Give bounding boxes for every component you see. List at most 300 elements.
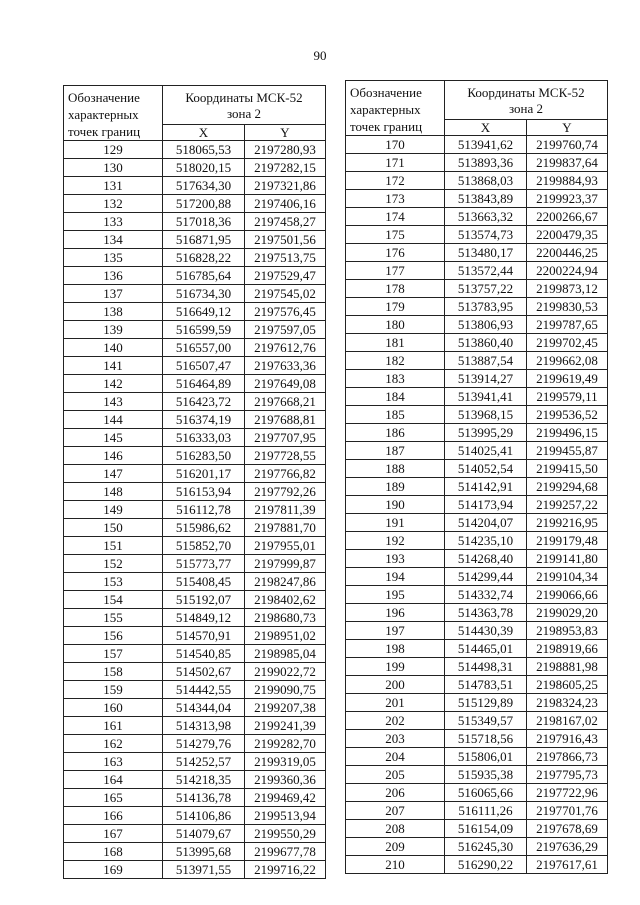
table-row — [346, 604, 608, 622]
point-number-cell: 176 — [346, 244, 445, 262]
point-number-cell: 164 — [64, 771, 163, 789]
x-coordinate-cell: 516464,89 — [163, 375, 245, 393]
x-coordinate-cell: 516557,00 — [163, 339, 245, 357]
x-coordinate-cell: 514218,35 — [163, 771, 245, 789]
table-row — [346, 532, 608, 550]
point-number-cell: 155 — [64, 609, 163, 627]
table-row — [346, 262, 608, 280]
table-row — [346, 586, 608, 604]
y-coordinate-cell: 2197678,69 — [527, 820, 608, 838]
table-row — [346, 856, 608, 874]
right-table-body — [346, 136, 608, 874]
y-coordinate-cell: 2199104,34 — [527, 568, 608, 586]
x-coordinate-cell: 513868,03 — [445, 172, 527, 190]
x-coordinate-cell: 516245,30 — [445, 838, 527, 856]
table-row — [64, 861, 326, 879]
point-number-cell: 210 — [346, 856, 445, 874]
y-coordinate-cell: 2199716,22 — [245, 861, 326, 879]
y-coordinate-cell: 2197728,55 — [245, 447, 326, 465]
point-number-cell: 165 — [64, 789, 163, 807]
table-row — [64, 339, 326, 357]
y-coordinate-cell: 2197612,76 — [245, 339, 326, 357]
table-row — [64, 699, 326, 717]
y-coordinate-cell: 2197649,08 — [245, 375, 326, 393]
y-coordinate-cell: 2197999,87 — [245, 555, 326, 573]
y-coordinate-cell: 2199241,39 — [245, 717, 326, 735]
point-label-line3: точек границ — [350, 119, 423, 134]
point-number-cell: 183 — [346, 370, 445, 388]
y-coordinate-cell: 2197576,45 — [245, 303, 326, 321]
point-number-cell: 206 — [346, 784, 445, 802]
point-number-cell: 145 — [64, 429, 163, 447]
table-row — [64, 249, 326, 267]
table-row — [346, 802, 608, 820]
table-row — [64, 537, 326, 555]
table-row — [64, 501, 326, 519]
point-number-cell: 167 — [64, 825, 163, 843]
x-coordinate-cell: 514079,67 — [163, 825, 245, 843]
x-coordinate-cell: 513572,44 — [445, 262, 527, 280]
table-row — [346, 316, 608, 334]
y-coordinate-cell: 2198680,73 — [245, 609, 326, 627]
y-coordinate-cell: 2198605,25 — [527, 676, 608, 694]
table-row — [64, 303, 326, 321]
table-row — [346, 622, 608, 640]
table-row — [346, 406, 608, 424]
point-number-cell: 188 — [346, 460, 445, 478]
x-coordinate-cell: 513971,55 — [163, 861, 245, 879]
point-label-line1: Обозначение — [68, 90, 140, 105]
point-number-cell: 190 — [346, 496, 445, 514]
table-row — [346, 820, 608, 838]
point-number-cell: 175 — [346, 226, 445, 244]
table-row — [64, 447, 326, 465]
x-coordinate-cell: 515852,70 — [163, 537, 245, 555]
point-number-cell: 207 — [346, 802, 445, 820]
point-number-cell: 138 — [64, 303, 163, 321]
table-row — [346, 298, 608, 316]
point-number-cell: 172 — [346, 172, 445, 190]
point-label-line1: Обозначение — [350, 85, 422, 100]
table-row — [64, 375, 326, 393]
point-number-cell: 142 — [64, 375, 163, 393]
point-number-cell: 152 — [64, 555, 163, 573]
y-coordinate-cell: 2199319,05 — [245, 753, 326, 771]
table-row — [346, 514, 608, 532]
x-coordinate-cell: 515806,01 — [445, 748, 527, 766]
table-row — [64, 717, 326, 735]
point-number-cell: 144 — [64, 411, 163, 429]
point-number-cell: 189 — [346, 478, 445, 496]
table-row — [346, 568, 608, 586]
y-coordinate-cell: 2197636,29 — [527, 838, 608, 856]
point-number-cell: 154 — [64, 591, 163, 609]
x-coordinate-cell: 514136,78 — [163, 789, 245, 807]
y-coordinate-cell: 2200266,67 — [527, 208, 608, 226]
point-number-cell: 170 — [346, 136, 445, 154]
x-coordinate-cell: 516734,30 — [163, 285, 245, 303]
point-number-cell: 173 — [346, 190, 445, 208]
x-coordinate-cell: 516153,94 — [163, 483, 245, 501]
x-coordinate-cell: 513941,41 — [445, 388, 527, 406]
x-coordinate-cell: 515773,77 — [163, 555, 245, 573]
y-coordinate-cell: 2199066,66 — [527, 586, 608, 604]
point-number-cell: 200 — [346, 676, 445, 694]
table-row — [64, 555, 326, 573]
x-coordinate-cell: 514142,91 — [445, 478, 527, 496]
y-coordinate-cell: 2199257,22 — [527, 496, 608, 514]
x-coordinate-cell: 513783,95 — [445, 298, 527, 316]
y-coordinate-cell: 2199179,48 — [527, 532, 608, 550]
point-number-cell: 161 — [64, 717, 163, 735]
x-coordinate-cell: 514570,91 — [163, 627, 245, 645]
x-coordinate-cell: 516112,78 — [163, 501, 245, 519]
table-row — [64, 141, 326, 159]
x-coordinate-cell: 517200,88 — [163, 195, 245, 213]
table-row — [64, 609, 326, 627]
y-coordinate-cell: 2199702,45 — [527, 334, 608, 352]
table-row — [346, 460, 608, 478]
x-coordinate-cell: 514502,67 — [163, 663, 245, 681]
table-row — [64, 771, 326, 789]
point-number-cell: 205 — [346, 766, 445, 784]
y-coordinate-cell: 2197881,70 — [245, 519, 326, 537]
table-row — [64, 825, 326, 843]
y-coordinate-cell: 2198324,23 — [527, 694, 608, 712]
point-number-cell: 148 — [64, 483, 163, 501]
y-coordinate-cell: 2197688,81 — [245, 411, 326, 429]
y-coordinate-cell: 2199455,87 — [527, 442, 608, 460]
coordinates-table-right — [345, 80, 608, 874]
y-coordinate-cell: 2198167,02 — [527, 712, 608, 730]
x-coordinate-cell: 514235,10 — [445, 532, 527, 550]
y-coordinate-cell: 2197633,36 — [245, 357, 326, 375]
point-number-cell: 156 — [64, 627, 163, 645]
table-row — [346, 388, 608, 406]
point-number-cell: 139 — [64, 321, 163, 339]
x-coordinate-cell: 514849,12 — [163, 609, 245, 627]
point-number-cell: 131 — [64, 177, 163, 195]
x-coordinate-cell: 514106,86 — [163, 807, 245, 825]
x-coordinate-cell: 516201,17 — [163, 465, 245, 483]
table-row — [346, 694, 608, 712]
point-number-cell: 151 — [64, 537, 163, 555]
y-coordinate-cell: 2198951,02 — [245, 627, 326, 645]
point-number-cell: 202 — [346, 712, 445, 730]
y-coordinate-cell: 2197811,39 — [245, 501, 326, 519]
point-number-cell: 129 — [64, 141, 163, 159]
y-coordinate-cell: 2197701,76 — [527, 802, 608, 820]
table-row — [346, 244, 608, 262]
y-coordinate-cell: 2199282,70 — [245, 735, 326, 753]
coords-zone: зона 2 — [226, 105, 262, 121]
point-number-cell: 197 — [346, 622, 445, 640]
y-coordinate-cell: 2199207,38 — [245, 699, 326, 717]
x-coordinate-cell: 516785,64 — [163, 267, 245, 285]
point-number-cell: 160 — [64, 699, 163, 717]
x-coordinate-cell: 517634,30 — [163, 177, 245, 195]
y-coordinate-cell: 2199469,42 — [245, 789, 326, 807]
y-coordinate-cell: 2199873,12 — [527, 280, 608, 298]
table-row — [64, 465, 326, 483]
x-coordinate-cell: 516649,12 — [163, 303, 245, 321]
x-coordinate-cell: 515349,57 — [445, 712, 527, 730]
point-number-cell: 162 — [64, 735, 163, 753]
table-row — [346, 658, 608, 676]
point-number-cell: 171 — [346, 154, 445, 172]
point-number-cell: 179 — [346, 298, 445, 316]
table-row — [346, 424, 608, 442]
x-coordinate-cell: 514268,40 — [445, 550, 527, 568]
x-header: X — [445, 119, 527, 136]
table-row — [346, 640, 608, 658]
x-coordinate-cell: 514313,98 — [163, 717, 245, 735]
table-row — [64, 627, 326, 645]
table-row — [64, 753, 326, 771]
y-coordinate-cell: 2197513,75 — [245, 249, 326, 267]
table-row — [346, 226, 608, 244]
x-coordinate-cell: 516065,66 — [445, 784, 527, 802]
point-number-cell: 174 — [346, 208, 445, 226]
point-label-header — [64, 86, 163, 141]
x-coordinate-cell: 516871,95 — [163, 231, 245, 249]
x-coordinate-cell: 518065,53 — [163, 141, 245, 159]
table-row — [64, 789, 326, 807]
table-row — [346, 478, 608, 496]
table-row — [346, 550, 608, 568]
point-number-cell: 150 — [64, 519, 163, 537]
x-coordinate-cell: 516283,50 — [163, 447, 245, 465]
table-row — [64, 285, 326, 303]
x-coordinate-cell: 514540,85 — [163, 645, 245, 663]
table-row — [346, 154, 608, 172]
y-coordinate-cell: 2198985,04 — [245, 645, 326, 663]
coords-title: Координаты МСК-52 — [185, 89, 303, 105]
y-coordinate-cell: 2199415,50 — [527, 460, 608, 478]
table-row — [346, 334, 608, 352]
table-row — [346, 748, 608, 766]
point-number-cell: 203 — [346, 730, 445, 748]
table-row — [346, 190, 608, 208]
point-number-cell: 163 — [64, 753, 163, 771]
x-coordinate-cell: 513941,62 — [445, 136, 527, 154]
table-row — [346, 442, 608, 460]
table-row — [64, 231, 326, 249]
y-coordinate-cell: 2197916,43 — [527, 730, 608, 748]
table-row — [64, 681, 326, 699]
y-coordinate-cell: 2197792,26 — [245, 483, 326, 501]
point-number-cell: 157 — [64, 645, 163, 663]
x-coordinate-cell: 514173,94 — [445, 496, 527, 514]
x-coordinate-cell: 516599,59 — [163, 321, 245, 339]
x-coordinate-cell: 514279,76 — [163, 735, 245, 753]
x-coordinate-cell: 514344,04 — [163, 699, 245, 717]
y-coordinate-cell: 2197766,82 — [245, 465, 326, 483]
table-row — [64, 519, 326, 537]
table-row — [64, 663, 326, 681]
x-coordinate-cell: 513893,36 — [445, 154, 527, 172]
point-number-cell: 168 — [64, 843, 163, 861]
left-table-body — [64, 141, 326, 879]
point-number-cell: 169 — [64, 861, 163, 879]
table-row — [346, 730, 608, 748]
x-coordinate-cell: 516290,22 — [445, 856, 527, 874]
point-number-cell: 201 — [346, 694, 445, 712]
point-number-cell: 198 — [346, 640, 445, 658]
point-number-cell: 181 — [346, 334, 445, 352]
y-coordinate-cell: 2198402,62 — [245, 591, 326, 609]
table-row — [346, 352, 608, 370]
point-number-cell: 182 — [346, 352, 445, 370]
point-number-cell: 184 — [346, 388, 445, 406]
y-coordinate-cell: 2198881,98 — [527, 658, 608, 676]
y-header: Y — [245, 124, 326, 141]
x-coordinate-cell: 513914,27 — [445, 370, 527, 388]
x-coordinate-cell: 514430,39 — [445, 622, 527, 640]
y-coordinate-cell: 2199830,53 — [527, 298, 608, 316]
table-row — [64, 591, 326, 609]
point-number-cell: 140 — [64, 339, 163, 357]
x-coordinate-cell: 514465,01 — [445, 640, 527, 658]
point-number-cell: 180 — [346, 316, 445, 334]
y-coordinate-cell: 2197795,73 — [527, 766, 608, 784]
x-coordinate-cell: 516507,47 — [163, 357, 245, 375]
table-row — [64, 267, 326, 285]
coordinates-table-left — [63, 85, 326, 879]
y-coordinate-cell: 2197668,21 — [245, 393, 326, 411]
x-coordinate-cell: 513757,22 — [445, 280, 527, 298]
y-coordinate-cell: 2199579,11 — [527, 388, 608, 406]
coords-header — [445, 81, 608, 120]
x-coordinate-cell: 516111,26 — [445, 802, 527, 820]
point-number-cell: 185 — [346, 406, 445, 424]
y-coordinate-cell: 2197722,96 — [527, 784, 608, 802]
x-coordinate-cell: 514783,51 — [445, 676, 527, 694]
point-number-cell: 204 — [346, 748, 445, 766]
table-row — [64, 735, 326, 753]
y-coordinate-cell: 2199837,64 — [527, 154, 608, 172]
table-row — [64, 573, 326, 591]
y-coordinate-cell: 2199619,49 — [527, 370, 608, 388]
x-coordinate-cell: 515408,45 — [163, 573, 245, 591]
y-coordinate-cell: 2200479,35 — [527, 226, 608, 244]
point-number-cell: 159 — [64, 681, 163, 699]
table-row — [346, 208, 608, 226]
x-coordinate-cell: 513663,32 — [445, 208, 527, 226]
table-row — [346, 496, 608, 514]
table-row — [64, 645, 326, 663]
x-coordinate-cell: 514204,07 — [445, 514, 527, 532]
table-row — [64, 357, 326, 375]
table-row — [346, 712, 608, 730]
y-coordinate-cell: 2197501,56 — [245, 231, 326, 249]
x-coordinate-cell: 513887,54 — [445, 352, 527, 370]
point-number-cell: 146 — [64, 447, 163, 465]
x-coordinate-cell: 514052,54 — [445, 460, 527, 478]
x-coordinate-cell: 513843,89 — [445, 190, 527, 208]
x-coordinate-cell: 515718,56 — [445, 730, 527, 748]
point-label-line2: характерных — [350, 102, 421, 117]
table-row — [64, 213, 326, 231]
point-number-cell: 166 — [64, 807, 163, 825]
point-label-header — [346, 81, 445, 136]
x-coordinate-cell: 517018,36 — [163, 213, 245, 231]
x-coordinate-cell: 513995,68 — [163, 843, 245, 861]
x-coordinate-cell: 516333,03 — [163, 429, 245, 447]
y-coordinate-cell: 2199884,93 — [527, 172, 608, 190]
y-coordinate-cell: 2197406,16 — [245, 195, 326, 213]
x-coordinate-cell: 515192,07 — [163, 591, 245, 609]
page-number: 90 — [313, 48, 327, 63]
y-coordinate-cell: 2200224,94 — [527, 262, 608, 280]
y-coordinate-cell: 2199550,29 — [245, 825, 326, 843]
y-coordinate-cell: 2199923,37 — [527, 190, 608, 208]
y-coordinate-cell: 2200446,25 — [527, 244, 608, 262]
point-number-cell: 136 — [64, 267, 163, 285]
x-coordinate-cell: 513995,29 — [445, 424, 527, 442]
x-coordinate-cell: 515986,62 — [163, 519, 245, 537]
point-number-cell: 153 — [64, 573, 163, 591]
x-coordinate-cell: 513968,15 — [445, 406, 527, 424]
point-number-cell: 208 — [346, 820, 445, 838]
x-coordinate-cell: 514332,74 — [445, 586, 527, 604]
x-coordinate-cell: 514498,31 — [445, 658, 527, 676]
point-number-cell: 193 — [346, 550, 445, 568]
y-coordinate-cell: 2199216,95 — [527, 514, 608, 532]
point-number-cell: 132 — [64, 195, 163, 213]
point-number-cell: 141 — [64, 357, 163, 375]
point-number-cell: 130 — [64, 159, 163, 177]
y-coordinate-cell: 2197866,73 — [527, 748, 608, 766]
coords-title: Координаты МСК-52 — [467, 84, 585, 100]
y-coordinate-cell: 2197617,61 — [527, 856, 608, 874]
y-coordinate-cell: 2197321,86 — [245, 177, 326, 195]
y-coordinate-cell: 2197458,27 — [245, 213, 326, 231]
x-coordinate-cell: 518020,15 — [163, 159, 245, 177]
point-number-cell: 191 — [346, 514, 445, 532]
table-row — [64, 159, 326, 177]
point-number-cell: 194 — [346, 568, 445, 586]
y-coordinate-cell: 2199787,65 — [527, 316, 608, 334]
x-coordinate-cell: 513480,17 — [445, 244, 527, 262]
y-coordinate-cell: 2199360,36 — [245, 771, 326, 789]
point-number-cell: 199 — [346, 658, 445, 676]
y-coordinate-cell: 2198247,86 — [245, 573, 326, 591]
table-row — [64, 321, 326, 339]
table-row — [64, 177, 326, 195]
table-row — [346, 838, 608, 856]
table-row — [346, 370, 608, 388]
x-coordinate-cell: 516374,19 — [163, 411, 245, 429]
table-row — [346, 766, 608, 784]
x-coordinate-cell: 514299,44 — [445, 568, 527, 586]
y-coordinate-cell: 2197955,01 — [245, 537, 326, 555]
point-number-cell: 192 — [346, 532, 445, 550]
point-number-cell: 178 — [346, 280, 445, 298]
point-number-cell: 158 — [64, 663, 163, 681]
point-number-cell: 137 — [64, 285, 163, 303]
y-coordinate-cell: 2199760,74 — [527, 136, 608, 154]
x-coordinate-cell: 513574,73 — [445, 226, 527, 244]
x-coordinate-cell: 514025,41 — [445, 442, 527, 460]
point-number-cell: 149 — [64, 501, 163, 519]
table-row — [64, 195, 326, 213]
table-row — [346, 172, 608, 190]
x-coordinate-cell: 515129,89 — [445, 694, 527, 712]
y-coordinate-cell: 2199090,75 — [245, 681, 326, 699]
coords-header — [163, 86, 326, 125]
point-number-cell: 177 — [346, 262, 445, 280]
